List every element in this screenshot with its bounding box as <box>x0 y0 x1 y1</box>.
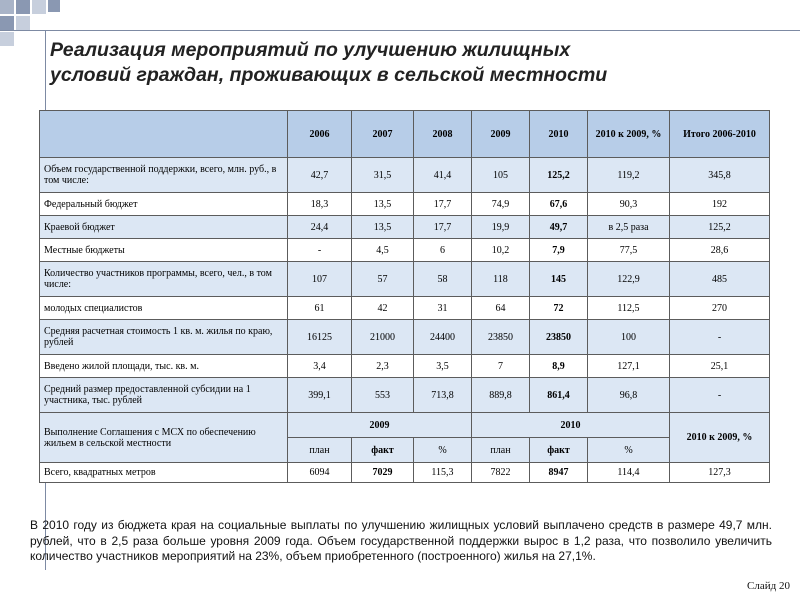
row-label: Средний размер предоставленной субсидии на 1 участника, тыс. рублей <box>40 378 288 413</box>
cell: 64 <box>472 297 530 320</box>
cell: 17,7 <box>414 216 472 239</box>
data-table <box>39 110 770 483</box>
table-row-total <box>40 463 770 483</box>
cell: 25,1 <box>670 355 770 378</box>
decor-square <box>16 16 30 30</box>
cell: 3,5 <box>414 355 472 378</box>
table-row <box>40 320 770 355</box>
agreement-year-2009: 2009 <box>288 413 472 438</box>
row-label: Местные бюджеты <box>40 239 288 262</box>
cell: 31 <box>414 297 472 320</box>
cell: 4,5 <box>352 239 414 262</box>
cell: 58 <box>414 262 472 297</box>
cell: 10,2 <box>472 239 530 262</box>
cell: 107 <box>288 262 352 297</box>
cell: 72 <box>530 297 588 320</box>
cell: в 2,5 раза <box>588 216 670 239</box>
cell: 6094 <box>288 463 352 483</box>
row-label: молодых специалистов <box>40 297 288 320</box>
slide-number: Слайд 20 <box>747 580 790 592</box>
decor-square <box>16 0 30 14</box>
cell: 127,3 <box>670 463 770 483</box>
table-row <box>40 216 770 239</box>
agreement-year-2010: 2010 <box>472 413 670 438</box>
cell: - <box>288 239 352 262</box>
decor-square <box>0 0 14 14</box>
subheader-cell: факт <box>352 438 414 463</box>
cell: 77,5 <box>588 239 670 262</box>
cell: 127,1 <box>588 355 670 378</box>
cell: 270 <box>670 297 770 320</box>
row-label: Краевой бюджет <box>40 216 288 239</box>
decor-line-horizontal <box>0 30 800 31</box>
title-line-2: условий граждан, проживающих в сельской местности <box>50 64 608 86</box>
agreement-header-row <box>40 413 770 438</box>
cell: 118 <box>472 262 530 297</box>
table-row <box>40 378 770 413</box>
header-cell: 2010 к 2009, % <box>588 111 670 158</box>
cell: 3,4 <box>288 355 352 378</box>
decor-square <box>32 0 46 14</box>
decor-square <box>0 16 14 30</box>
table-row <box>40 158 770 193</box>
cell: 112,5 <box>588 297 670 320</box>
cell: 125,2 <box>530 158 588 193</box>
cell: 16125 <box>288 320 352 355</box>
table-row <box>40 297 770 320</box>
cell: 31,5 <box>352 158 414 193</box>
cell: 2,3 <box>352 355 414 378</box>
cell: 24400 <box>414 320 472 355</box>
cell: 96,8 <box>588 378 670 413</box>
cell: 485 <box>670 262 770 297</box>
cell: 74,9 <box>472 193 530 216</box>
cell: 57 <box>352 262 414 297</box>
row-label: Всего, квадратных метров <box>40 463 288 483</box>
cell: 713,8 <box>414 378 472 413</box>
cell: 553 <box>352 378 414 413</box>
agreement-label: Выполнение Соглашения с МСХ по обеспечению жильем в сельской местности <box>40 413 288 463</box>
header-cell: 2008 <box>414 111 472 158</box>
cell: 13,5 <box>352 193 414 216</box>
header-cell: 2009 <box>472 111 530 158</box>
cell: 7,9 <box>530 239 588 262</box>
cell: 21000 <box>352 320 414 355</box>
cell: 67,6 <box>530 193 588 216</box>
subheader-cell: % <box>414 438 472 463</box>
cell: 399,1 <box>288 378 352 413</box>
subheader-cell: план <box>472 438 530 463</box>
subheader-cell: план <box>288 438 352 463</box>
cell: 8,9 <box>530 355 588 378</box>
row-label: Количество участников программы, всего, чел., в том числе: <box>40 262 288 297</box>
cell: 861,4 <box>530 378 588 413</box>
cell: 90,3 <box>588 193 670 216</box>
cell: 6 <box>414 239 472 262</box>
cell: 105 <box>472 158 530 193</box>
cell: 115,3 <box>414 463 472 483</box>
subheader-cell: % <box>588 438 670 463</box>
cell: 28,6 <box>670 239 770 262</box>
cell: 49,7 <box>530 216 588 239</box>
cell: 345,8 <box>670 158 770 193</box>
cell: - <box>670 378 770 413</box>
cell: 192 <box>670 193 770 216</box>
row-label: Федеральный бюджет <box>40 193 288 216</box>
cell: 42,7 <box>288 158 352 193</box>
header-cell: Итого 2006-2010 <box>670 111 770 158</box>
cell: 7 <box>472 355 530 378</box>
cell: 100 <box>588 320 670 355</box>
cell: 23850 <box>530 320 588 355</box>
decor-square <box>0 32 14 46</box>
cell: 19,9 <box>472 216 530 239</box>
agreement-ratio-header: 2010 к 2009, % <box>670 413 770 463</box>
decor-square <box>48 0 60 12</box>
cell: 61 <box>288 297 352 320</box>
cell: 114,4 <box>588 463 670 483</box>
row-label: Средняя расчетная стоимость 1 кв. м. жилья по краю, рублей <box>40 320 288 355</box>
cell: 889,8 <box>472 378 530 413</box>
cell: 17,7 <box>414 193 472 216</box>
header-cell: 2006 <box>288 111 352 158</box>
cell: 125,2 <box>670 216 770 239</box>
header-cell: 2007 <box>352 111 414 158</box>
row-label: Введено жилой площади, тыс. кв. м. <box>40 355 288 378</box>
row-label: Объем государственной поддержки, всего, млн. руб., в том числе: <box>40 158 288 193</box>
cell: 119,2 <box>588 158 670 193</box>
table-row <box>40 262 770 297</box>
cell: 7029 <box>352 463 414 483</box>
header-cell: 2010 <box>530 111 588 158</box>
table-row <box>40 355 770 378</box>
cell: 145 <box>530 262 588 297</box>
table-row <box>40 193 770 216</box>
cell: 18,3 <box>288 193 352 216</box>
table-header-row <box>40 111 770 158</box>
cell: 23850 <box>472 320 530 355</box>
table-row <box>40 239 770 262</box>
cell: 42 <box>352 297 414 320</box>
subheader-cell: факт <box>530 438 588 463</box>
cell: 13,5 <box>352 216 414 239</box>
page-title <box>50 38 770 88</box>
cell: 24,4 <box>288 216 352 239</box>
cell: 8947 <box>530 463 588 483</box>
header-cell <box>40 111 288 158</box>
cell: 122,9 <box>588 262 670 297</box>
cell: 7822 <box>472 463 530 483</box>
footnote-text: В 2010 году из бюджета края на социальные выплаты по улучшению жилищных условий выплачено средств в размере 49,7 млн. рублей, что в 2,5 раза больше уровня 2009 года. Объем государственной поддержки вырос в 1,2 раза, что позволило увеличить количество участников мероприятий на 23%, объем приобретенного (построенного) жилья на 27,1%. <box>30 518 772 563</box>
cell: 41,4 <box>414 158 472 193</box>
title-line-1: Реализация мероприятий по улучшению жилищных <box>50 39 571 61</box>
cell: - <box>670 320 770 355</box>
